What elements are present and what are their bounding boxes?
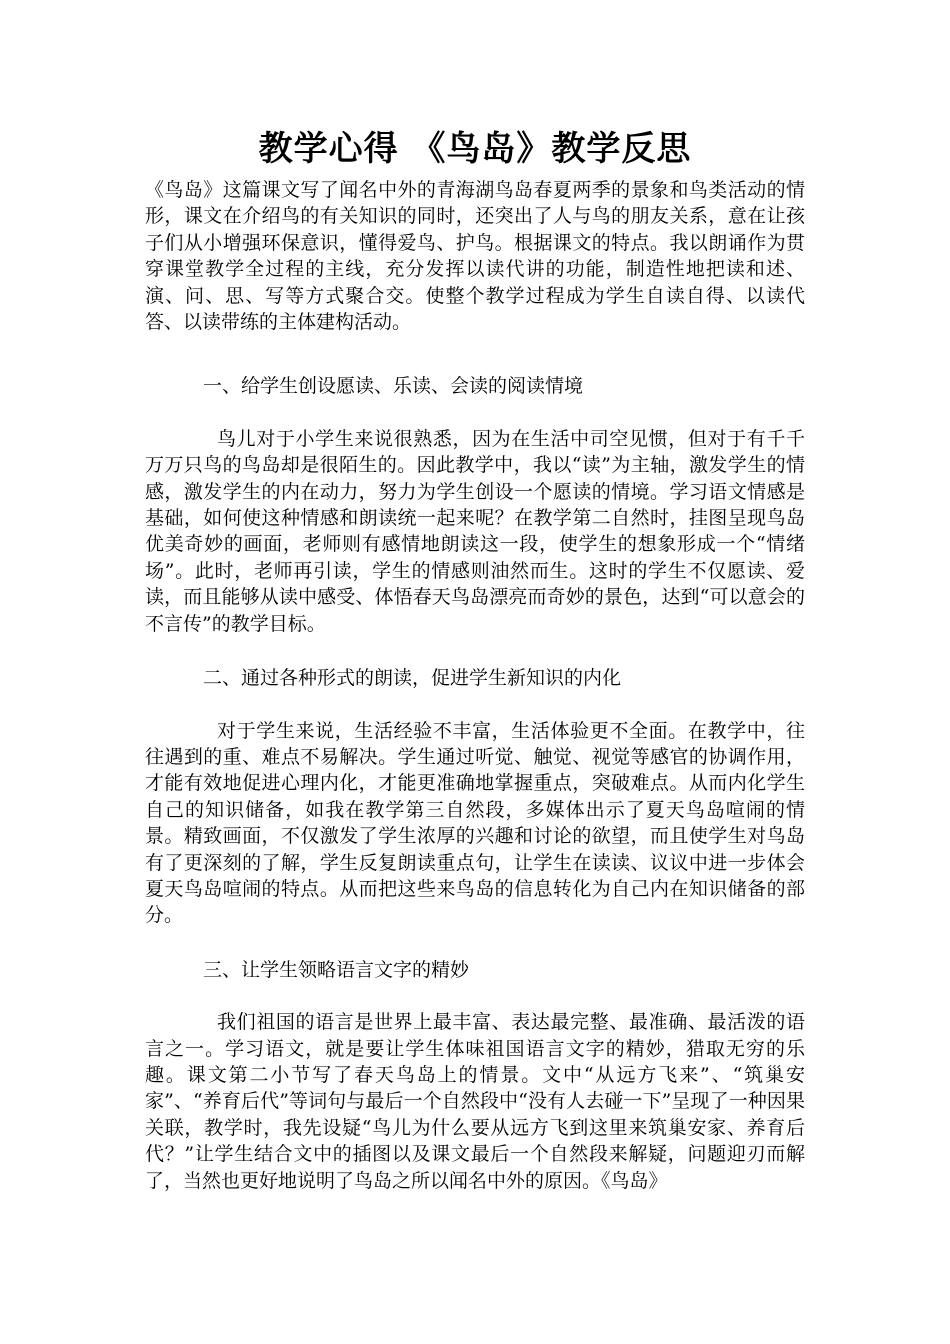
section-heading-3: 三、让学生领略语言文字的精妙 xyxy=(203,958,470,981)
section-heading-2: 二、通过各种形式的朗读，促进学生新知识的内化 xyxy=(203,667,622,690)
section-body-3: 我们祖国的语言是世界上最丰富、表达最完整、最准确、最活泼的语言之一。学习语文，就是要让学生体味祖国语言文字的精妙，猎取无穷的乐趣。课文第二小节写了春天鸟岛上的情景。文中“从远方飞来”、“筑巢安家”、“养育后代”等词句与最后一个自然段中“没有人去碰一下”呈现了一种因果关联，教学时，我先设疑“鸟儿为什么要从远方飞到这里来筑巢安家、养育后代？”让学生结合文中的插图以及课文最后一个自然段来解疑，问题迎刃而解了，当然也更好地说明了鸟岛之所以闻名中外的原因。《鸟岛》 xyxy=(145,1011,805,1192)
section-body-2: 对于学生来说，生活经验不丰富，生活体验更不全面。在教学中，往往遇到的重、难点不易解决。学生通过听觉、触觉、视觉等感官的协调作用，才能有效地促进心理内化，才能更准确地掌握重点，突破难点。从而内化学生自己的知识储备，如我在教学第三自然段，多媒体出示了夏天鸟岛喧闹的情景。精致画面，不仅激发了学生浓厚的兴趣和讨论的欲望，而且使学生对鸟岛有了更深刻的了解，学生反复朗读重点句，让学生在读读、议议中进一步体会夏天鸟岛喧闹的特点。从而把这些来鸟岛的信息转化为自己内在知识储备的部分。 xyxy=(145,719,805,927)
section-heading-1: 一、给学生创设愿读、乐读、会读的阅读情境 xyxy=(203,375,584,398)
intro-paragraph: 《鸟岛》这篇课文写了闻名中外的青海湖鸟岛春夏两季的景象和鸟类活动的情形，课文在介绍鸟的有关知识的同时，还突出了人与鸟的朋友关系，意在让孩子们从小增强环保意识，懂得爱鸟、护鸟。根据课文的特点。我以朗诵作为贯穿课堂教学全过程的主线，充分发挥以读代讲的功能，制造性地把读和述、演、问、思、写等方式聚合交。使整个教学过程成为学生自读自得、以读代答、以读带练的主体建构活动。 xyxy=(145,179,805,334)
section-body-1: 鸟儿对于小学生来说很熟悉，因为在生活中司空见惯，但对于有千千万万只鸟的鸟岛却是很陌生的。因此教学中，我以“读”为主轴，激发学生的情感，激发学生的内在动力，努力为学生创设一个愿读的情境。学习语文情感是基础，如何使这种情感和朗读统一起来呢？在教学第二自然时，挂图呈现鸟岛优美奇妙的画面，老师则有感情地朗读这一段，使学生的想象形成一个“情绪场”。此时，老师再引读，学生的情感则油然而生。这时的学生不仅愿读、爱读，而且能够从读中感受、体悟春天鸟岛漂亮而奇妙的景色，达到“可以意会的不言传”的教学目标。 xyxy=(145,427,805,635)
document-title: 教学心得 《鸟岛》教学反思 xyxy=(258,129,692,169)
document-body xyxy=(145,177,805,1194)
